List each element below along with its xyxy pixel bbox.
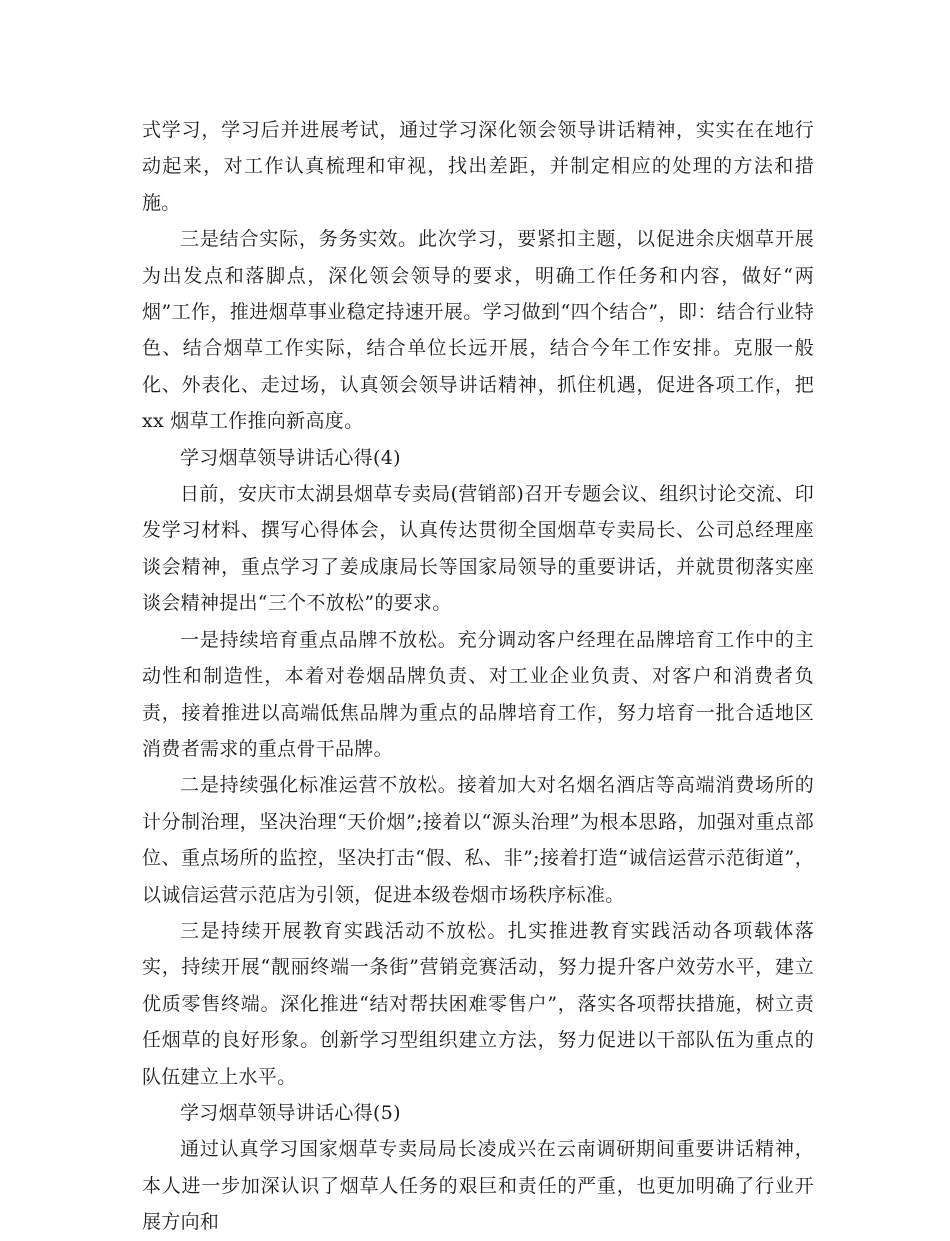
paragraph-anqing-meeting: 日前，安庆市太湖县烟草专卖局(营销部)召开专题会议、组织讨论交流、印发学习材料、撰写心得体会，认真传达贯彻全国烟草专卖局长、公司总经理座谈会精神，重点学习了姜成康局长等国家局领导的重要讲话，并就贯彻落实座谈会精神提出“三个不放松”的要求。 xyxy=(142,483,814,615)
paragraph-study-method: 式学习，学习后并进展考试，通过学习深化领会领导讲话精神，实实在在地行动起来，对工作认真梳理和审视，找出差距，并制定相应的处理的方法和措施。 xyxy=(142,119,814,214)
paragraph-combine-practice: 三是结合实际，务务实效。此次学习，要紧扣主题，以促进余庆烟草开展为出发点和落脚点，深化领会领导的要求，明确工作任务和内容，做好“两烟”工作，推进烟草事业稳定持速开展。学习做到“四个结合”，即：结合行业特色、结合烟草工作实际，结合单位长远开展，结合今年工作安排。克服一般化、外表化、走过场，认真领会领导讲话精神，抓住机遇，促进各项工作，把 xx 烟草工作推向新高度。 xyxy=(142,228,814,433)
section-heading-5: 学习烟草领导讲话心得(5) xyxy=(180,1101,401,1124)
document-page xyxy=(142,112,814,1241)
paragraph-education-practice: 三是持续开展教育实践活动不放松。扎实推进教育实践活动各项载体落实，持续开展“靓丽终端一条街”营销竞赛活动，努力提升客户效劳水平，建立优质零售终端。深化推进“结对帮扶困难零售户”，落实各项帮扶措施，树立责任烟草的良好形象。创新学习型组织建立方法，努力促进以干部队伍为重点的队伍建立上水平。 xyxy=(142,919,814,1088)
section-heading-4: 学习烟草领导讲话心得(4) xyxy=(180,446,401,469)
paragraph-brand-cultivation: 一是持续培育重点品牌不放松。充分调动客户经理在品牌培育工作中的主动性和制造性，本着对卷烟品牌负责、对工业企业负责、对客户和消费者负责，接着推进以高端低焦品牌为重点的品牌培育工作，努力培育一批合适地区消费者需求的重点骨干品牌。 xyxy=(142,628,814,760)
paragraph-standard-operation: 二是持续强化标准运营不放松。接着加大对名烟名酒店等高端消费场所的计分制治理，坚决治理“天价烟”;接着以“源头治理”为根本思路，加强对重点部位、重点场所的监控，坚决打击“假、私、非”;接着打造“诚信运营示范街道”，以诚信运营示范店为引领，促进本级卷烟市场秩序标准。 xyxy=(142,774,814,906)
paragraph-yunnan-speech: 通过认真学习国家烟草专卖局局长凌成兴在云南调研期间重要讲话精神，本人进一步加深认识了烟草人任务的艰巨和责任的严重，也更加明确了行业开展方向和 xyxy=(142,1138,814,1234)
